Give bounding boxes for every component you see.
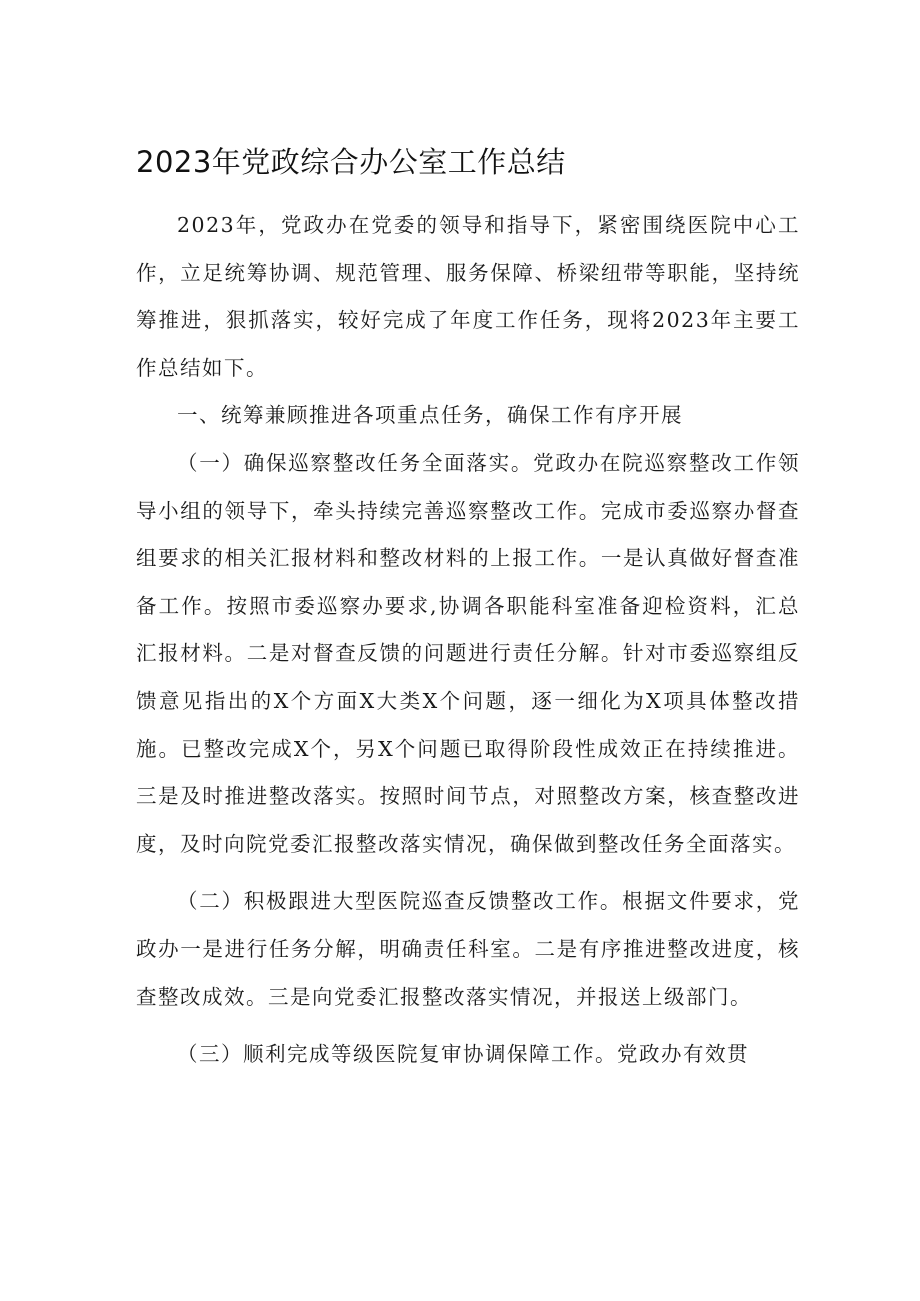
- section-heading-1: 一、统筹兼顾推进各项重点任务，确保工作有序开展: [177, 403, 683, 428]
- subsection-paragraph-2: （二）积极跟进大型医院巡查反馈整改工作。根据文件要求，党政办一是进行任务分解，明确责任科室。二是有序推进整改进度，核查整改成效。三是向党委汇报整改落实情况，并报送上级部门。: [136, 889, 800, 1009]
- subsection-paragraph-3: （三）顺利完成等级医院复审协调保障工作。党政办有效贯: [177, 1042, 749, 1067]
- document-title: 2023年党政综合办公室工作总结: [136, 145, 566, 179]
- intro-paragraph: 2023年，党政办在党委的领导和指导下，紧密围绕医院中心工作，立足统筹协调、规范管理、服务保障、桥梁纽带等职能，坚持统筹推进，狠抓落实，较好完成了年度工作任务，现将2023年主要工作总结如下。: [136, 213, 800, 380]
- document-body: [136, 140, 800, 1079]
- subsection-paragraph-1: （一）确保巡察整改任务全面落实。党政办在院巡察整改工作领导小组的领导下，牵头持续完善巡察整改工作。完成市委巡察办督查组要求的相关汇报材料和整改材料的上报工作。一是认真做好督查准备工作。按照市委巡察办要求,协调各职能科室准备迎检资料，汇总汇报材料。二是对督查反馈的问题进行责任分解。针对市委巡察组反馈意见指出的X个方面X大类X个问题，逐一细化为X项具体整改措施。已整改完成X个，另X个问题已取得阶段性成效正在持续推进。三是及时推进整改落实。按照时间节点，对照整改方案，核查整改进度，及时向院党委汇报整改落实情况，确保做到整改任务全面落实。: [136, 450, 800, 856]
